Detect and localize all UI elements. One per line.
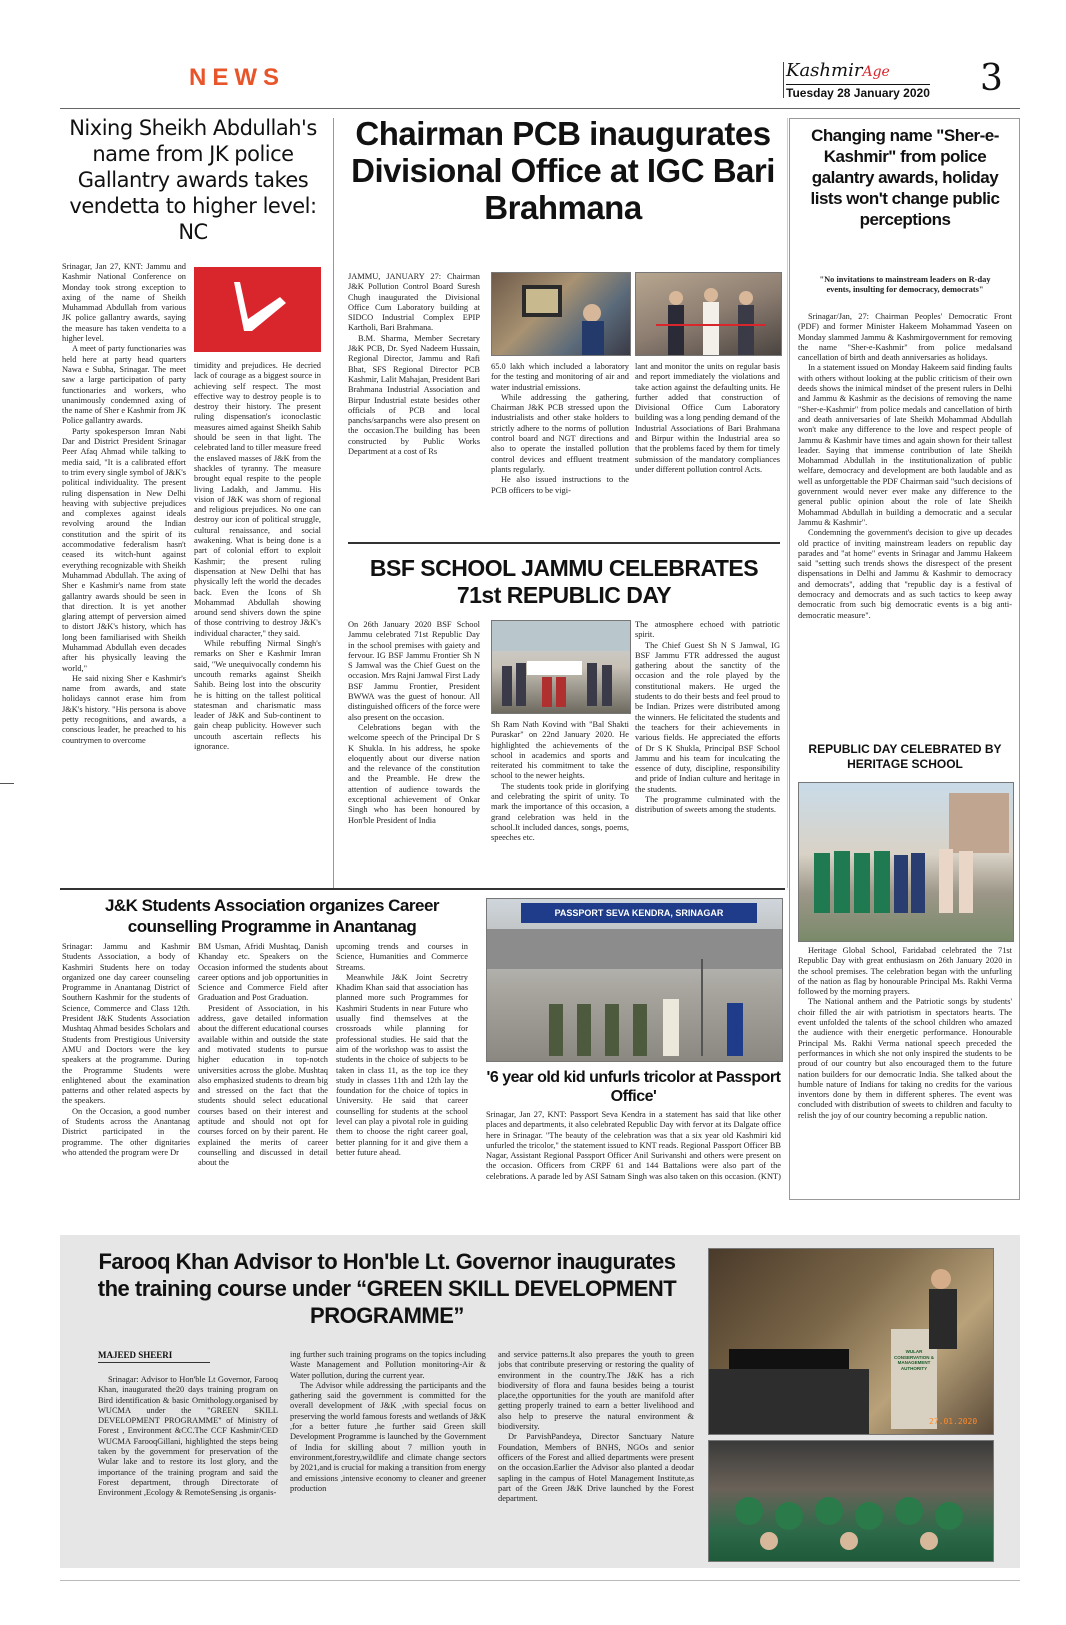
margin-mark [0,783,14,784]
heritage-school-photo [798,782,1014,942]
paper-name [786,60,890,81]
paragraph: ing further such training programs on the topics including Waste Management and Pollution monitoring-Air & Water pollution, during the current year. [290,1350,486,1380]
farooq-audience-photo [708,1440,994,1562]
body-pcb-col3 [635,362,780,534]
headline-heritage: REPUBLIC DAY CELEBRATED BY HERITAGE SCHOOL [808,742,1002,771]
paragraph: On the Occasion, a good number of Students across the Anantanag District participated in the programme. The other dignitaries who attended the program were Dr [62,1106,190,1157]
body-farooq-col2 [290,1350,486,1560]
paper-name-kashmir: Kashmir [786,60,863,81]
header-rule [60,108,1020,109]
bsf-ceremony-photo [491,620,631,714]
podium-speech-icon [709,1249,993,1434]
byline-farooq: MAJEED SHEERI [98,1350,210,1363]
page-number: 3 [980,58,1003,99]
paragraph: The Chief Guest Sh N S Jamwal, IG BSF Jammu FTR addressed the august gathering about the sanctity of the occasion and the role played by the constitutional makers. He urged the students to do their bests and feel proud to be Indian. Prizes were distributed among the winners. He felicitated the students and the teachers for their achievements in various fields. He appreciated the efforts of Dr S K Shukla, Principal BSF School Jammu and his team for inculcating the essence of duty, discipline, responsibility and pride of Indian culture and heritage in the students. [635,640,780,794]
paragraph: The programme culminated with the distribution of sweets among the students. [635,795,780,815]
paragraph: lant and monitor the units on regular basis and report immediately the violations and take action against the defaulting units. He further added that construction of Divisional Office Cum Laboratory building was a long pending demand of the Industrial Associations of Bari Brahmana and Birpur within the Industrial area so that the problems faced by them for timely submission of the mandatory compliances under different pollution control Acts. [635,362,780,474]
paragraph: Condemning the government's decision to give up decades old practice of inviting mainstream leaders on republic day parades and "at home" events in Srinagar and Jammu Hakeem said "setting such trends shows the disrespect of the present dispensations in Delhi and Jammu & Kashmir to democracy and democrats", adding that "republic day is a festival of democracy and democrats and as such tactics to keep away democratic from such big democratic events is a big anti-democratic measure". [798,528,1012,620]
body-students-col2 [198,942,328,1210]
paragraph: Srinagar: Advisor to Hon'ble Lt Governor, Farooq Khan, inaugurated the20 days training program on Bird identification & basic Ornithology.organised by WUCMA under the "GREEN SKILL DEVELOPMENT PROGRAMME" of Ministry of Forest , Environment &CC.The CCF Kashmir/CED WUCMA FarooqGillani, highlighted the steps being taken by the government for preservation of the Wular lake and to restore its lost glory, and the importance of the training program and said the Forest department, through Directorate of Environment ,Ecology & RemoteSensing ,is organis- [98,1375,278,1498]
paragraph: In a statement issued on Monday Hakeem said finding faults with others without looking at the public criticism of their own deeds shows the inimical mindset of the present rulers in Delhi and Jammu & Kashmir as the decisions of removing the name "Sher-e-Kashmir" from police medals and cancellation of birth and death anniversaries of late Sheikh Mohammad Abdullah won't make any difference to the love and respect people of Jammu & Kashmir have times and again shown for their tallest leader. Saying that immense contribution of late Sheikh Mohammad Abdullah in the institutionalization of public welfare, democracy and development are both laudable and as well as unforgettable the PDF Chairman said "such decisions of government would never ever make any difference to the general public opinion about the role of late Sheikh Mohammad Abdullah in building a democratic and a secular Jammu & Kashmir". [798,363,1012,527]
paragraph: BM Usman, Afridi Mushtaq, Danish Khanday etc. Speakers on the Occasion informed the students about career options and job opportunities in Science and Commerce Field after Graduation and Post Graduation. [198,942,328,1003]
headline-students: J&K Students Association organizes Career counselling Programme in Anantanag [104,896,440,936]
group-photo-icon [492,621,630,713]
body-passport [486,1110,781,1200]
paper-name-age: Age [862,64,890,80]
paragraph: While rebuffing Nirmal Singh's remarks on Sher e Kashmir Imran said, "We unequivocally condemn his uncouth remarks against Sheikh Sahib. Being lost into the obscurity he is hitting on the tallest political statesman and charismatic mass leader of J&K and Sub-continent to gain cheap publicity. However such uncouth ascertain reflects his ignorance. [194,639,321,751]
headline-passport: '6 year old kid unfurls tricolor at Passport Office' [486,1069,781,1105]
story-divider [348,542,780,544]
paragraph: Srinagar/Jan, 27: Chairman Peoples' Democratic Front (PDF) and former Minister Hakeem Mohammad Yaseen on Monday slammed Jammu & Kashmirgovernment for removing the name "Sher-e-Kashmir" from police medalsand cancellation of birth and death anniversaries as holidays. [798,312,1012,363]
inauguration-photo-icon [492,273,630,355]
passport-office-photo [486,898,783,1062]
body-farooq-col3 [498,1350,694,1560]
paragraph: The Advisor while addressing the participants and the gathering said the government is committed for the overall development of J&K ,with special focus on preserving the world famous forests and wetlands of J&K ,for a better future ,he further said Green skill Development Programme is launched by the Government of India for skilling about 7 million youth in environment,forestry,wildlife and climate change sectors by 2021,and is crucial for making a transition from energy and emissions ,intensive economy to cleaner and greener production [290,1380,486,1493]
passport-office-sign: PASSPORT SEVA KENDRA, SRINAGAR [521,903,757,923]
paragraph: upcoming trends and courses in Science, Humanities and Commerce Streams. [336,942,468,972]
body-bsf-col1 [348,620,480,882]
paragraph: On 26th January 2020 BSF School Jammu celebrated 71st Republic Day in the school premises with gaiety and fervour. IG BSF Jammu Frontier Sh N S Jamwal was the Chief Guest on the occasion. Mrs Rajni Jamwal First Lady BSF Jammu Frontier, President BWWA was the guest of honour. All distinguished officers of the force were also present on the occasion. [348,620,480,722]
masthead-divider [783,62,784,98]
headline-nixing: Nixing Sheikh Abdullah's name from JK police Gallantry awards takes vendetta to higher level: NC [69,116,317,244]
body-students-col3 [336,942,468,1210]
paragraph: President of Association, in his address, gave detailed information about the different educational courses available within and outside the state and motivated students to pursue higher education in top-notch universities across the globe. Mushtaq also emphasized students to dream big and stressed on the fact that the students should select educational courses based on their interest and aptitude and should not opt for courses forced on by their parent. He explained the merits of career counselling and discussed in detail about the [198,1003,328,1168]
nc-flag-image [194,267,321,352]
paragraph: He said nixing Sher e Kashmir's name from awards, and state holidays cannot erase him from J&K's history. "His persona is above petty recognitions, and awards, a conscious leader, he preached to his countrymen to overcome [62,673,186,745]
headline-policegallantry: Changing name "Sher-e-Kashmir" from police galantry awards, holiday lists won't change public perceptions [810,126,1000,229]
body-bsf-col2 [491,720,629,882]
headline-farooq: Farooq Khan Advisor to Hon'ble Lt. Governor inaugurates the training course under “GREEN SKILL DEVELOPMENT PROGRAMME” [97,1249,677,1328]
audience-icon [709,1441,993,1561]
body-students-col1 [62,942,190,1210]
paragraph: The students took pride in glorifying and celebrating the spirit of unity. To mark the importance of this occasion, a grand celebration was held in the school.It included dances, songs, poems, speeches etc. [491,781,629,843]
body-pcb-col1 [348,272,480,534]
body-bsf-col3 [635,620,780,882]
paragraph: Celebrations began with the welcome speech of the Principal Dr S K Shukla. In his address, he spoke eloquently about our diverse nation and the relevance of the constitution and the Preamble. He drew the attention of audience towards the exceptional achievement of Onkar Singh who has been honoured by Hon'ble President of India [348,722,480,825]
pcb-ribbon-photo [635,272,782,356]
ribbon-cutting-icon [636,273,781,355]
paragraph: He also issued instructions to the PCB officers to be vigi- [491,475,629,495]
paragraph: While addressing the gathering, Chairman J&K PCB stressed upon the industrialists and other stake holders to strictly adhere to the norms of pollution control board and NGT directions and also to operate the installed pollution control devices and effluent treatment plants regularly. [491,392,629,474]
subhead-policegallantry: "No invitations to mainstream leaders on R-day events, insulting for democracy, democrats" [819,275,991,295]
section-rule [60,888,785,890]
issue-date: Tuesday 28 January 2020 [786,86,930,100]
paragraph: 65.0 lakh which included a laboratory for the testing and monitoring of air and water industrial emissions. [491,362,629,392]
paragraph: A meet of party functionaries was held here at party head quarters Nawa e Subha, Srinagar. The meet saw a large participation of party functionaries and workers, who unanimously condemned axing of the name of Sher e Kashmir from JK Police gallantry awards. [62,344,186,426]
paragraph: The atmosphere echoed with patriotic spirit. [635,620,780,640]
students-group-icon [799,783,1013,941]
body-heritage [798,946,1012,1194]
body-policegallantry [798,312,1012,730]
body-farooq-col1 [98,1375,278,1560]
farooq-speech-photo [708,1248,994,1435]
paragraph: Meanwhile J&K Joint Secretry Khadim Khan said that association has planned more such Programmes for Kashmiri Students in near Future who usually find themselves at the crossroads while planning for professional studies. He said that the aim of the workshop was to assist the students in the choice of subjects to be taken in class 11, as the top ice they study in classes 11th and 12th lay the foundation for the choice of topics in University. He said that career counselling for students at the school level can play a pivotal role in guiding them to choose the right career goal, better planning for it and give them a better future ahead. [336,972,468,1157]
flag-hoisting-icon [487,899,782,1061]
column-divider [333,118,334,888]
paragraph: Dr ParvishPandeya, Director Sanctuary Nature Foundation, Members of BNHS, NGOs and senior officers of the Forest and allied departments were present on the occasion.Earlier the Advisor also planted a deodar sapling in the campus of Hotel Management Institute,as part of the Green J&K Drive launched by the Forest department. [498,1432,694,1504]
podium-banner: WULAR CONSERVATION & MANAGEMENT AUTHORITY [894,1349,935,1371]
paragraph: Srinagar, Jan 27, KNT: Passport Seva Kendra in a statement has said that like other places and departments, it also celebrated Republic Day with fervor at its Dalgate office here in Srinagar. "The beauty of the celebration was that a six year old Kashmiri kid unfurled the tricolor," the statement issued to KNT reads. Regional Passport Officer BB Nagar, Assistant Regional Passport Officer Anil Surivanshi and others were present on the occasion. Officers from CRPF 61 and 144 Battalions were also part of the celebrations. A parade led by ASI Satnam Singh was also taken on this occasion. (KNT) [486,1110,781,1181]
body-nixing-col2 [194,361,321,883]
paragraph: timidity and prejudices. He decried lack of courage as a biggest source in achieving self respect. The most effective way to destroy people is to destroy their history. The present ruling dispensation's iconoclastic measures aimed against Sheikh Sahib should be seen in that light. The celebrated land to tiller measure freed the enslaved masses of J&K from the shackles of tyranny. The measure brought equal respite to the people living Ladakh, and Jammu. His vision of J&K was shorn of regional and religious prejudices. No one can destroy our icon of political struggle, cultural renaissance, and social awakening. What is being done is a part of colonial effort to exploit Kashmir; the present ruling dispensation at New Delhi that has physically left the world the decades back. Even the Icons of Sh Mohammad Abdullah showing around send shivers down the spine of those contriving to destroy J&K's individual character," they said. [194,361,321,638]
paragraph: Party spokesperson Imran Nabi Dar and District President Srinagar Peer Afaq Ahmad while talking to media said, "It is a calibrated effort to trim every single symbol of J&K's political individuality. The present ruling dispensation in New Delhi heaving with subjective prejudices and complexes against ideals revolving around the Indian constitution and the spirit of its accommodative federalism hasn't ceased its witch-hunt against everything recognizable with Sheikh Muhammad Abdullah. The axing of Sher e Kashmir's name from state gallantry awards should be seen in that direction. It is yet another glaring attempt of perversion aimed to distort J&K's history, which has long been familiarised with Sheikh Muhammad Abdullah even decades after his physically leaving the world," [62,426,186,673]
paragraph: Sh Ram Nath Kovind with "Bal Shakti Puraskar" on 22nd January 2020. He highlighted the achievements of the school in academics and sports and reiterated his commitment to take the school to the newer heights. [491,720,629,781]
column-divider [787,118,788,888]
plough-icon [194,267,321,352]
paragraph: and service patterns.It also prepares the youth to green jobs that contribute preserving or restoring the quality of environment in the country.The J&K has a rich biodiversity of flora and fauna besides being a tourist place,the opportunities for the youth are manifold after getting properly trained to earn a better livelihood and also help to preserve the natural environment & biodiversity. [498,1350,694,1432]
section-label: NEWS [189,64,285,91]
paragraph: Heritage Global School, Faridabad celebrated the 71st Republic Day with great enthusiasm on 26th January 2020 in the school premises. The celebration began with the unfurling of the nation as flag by honourable Principal Ms. Rakhi Verma followed by the morning prayers. [798,946,1012,997]
body-pcb-col2 [491,362,629,534]
footer-rule [60,1580,1020,1581]
paragraph: B.M. Sharma, Member Secretary J&K PCB, Dr. Syed Nadeem Hussain, Regional Director, Jammu and Rafi Bhat, SFS Regional Director PCB Kashmir, Lalit Mahajan, President Bari Brahmana Industrial Association and Birpur Industrial estate besides other officials of PCB and local panchs/sarpanchs were also present on the occasion.The building has been constructed by Public Works Department at a cost of Rs [348,333,480,457]
body-nixing-col1 [62,262,186,882]
photo-date-stamp: 27.01.2020 [929,1417,978,1426]
headline-bsf: BSF SCHOOL JAMMU CELEBRATES 71st REPUBLIC DAY [369,555,759,608]
pcb-inauguration-photo [491,272,631,356]
paragraph: JAMMU, JANUARY 27: Chairman J&K Pollution Control Board Suresh Chugh inaugurated the Divisional Office Cum Laboratory building at SIDCO Industrial Complex EPIP Kartholi, Bari Brahmana. [348,272,480,333]
headline-pcb: Chairman PCB inaugurates Divisional Office at IGC Bari Brahmana [351,115,775,226]
paragraph: The National anthem and the Patriotic songs by students' choir filled the air with patriotism in spectators hearts. The event unfolded the talents of the school children who amazed the audience with their energetic performance. Honourable Principal Ms. Rakhi Verma national speech preceded the performances in which she not only inspired the students to be proud of our country but also encouraged them to the future nation builders for our democratic India. She talked about the humble nature of Indians for taking no credits for the various inventors done by them in different spheres. The event was concluded with distribution of sweets to children and faculty to relish the joy of our country becoming a republic nation. [798,997,1012,1120]
paragraph: Srinagar: Jammu and Kashmir Students Association, a body of Kashmiri Students here on today organized one day career counseling Programme in Anantanag District of Southern Kashmir for the students of Science, Commerce and Class 12th. President J&K Students Association Mushtaq Ahmad besides Scholars and Students from Prestigious University AMU and Doctors were the key speakers at the programme. During the Programme Students were enlightened about the examination patterns and other related aspects by the speakers. [62,942,190,1106]
paragraph: Srinagar, Jan 27, KNT: Jammu and Kashmir National Conference on Monday took strong exception to axing of the name of Sheikh Muhammad Abdullah from various JK police gallantry awards, saying the measure has taken vendetta to a higher level. [62,262,186,344]
